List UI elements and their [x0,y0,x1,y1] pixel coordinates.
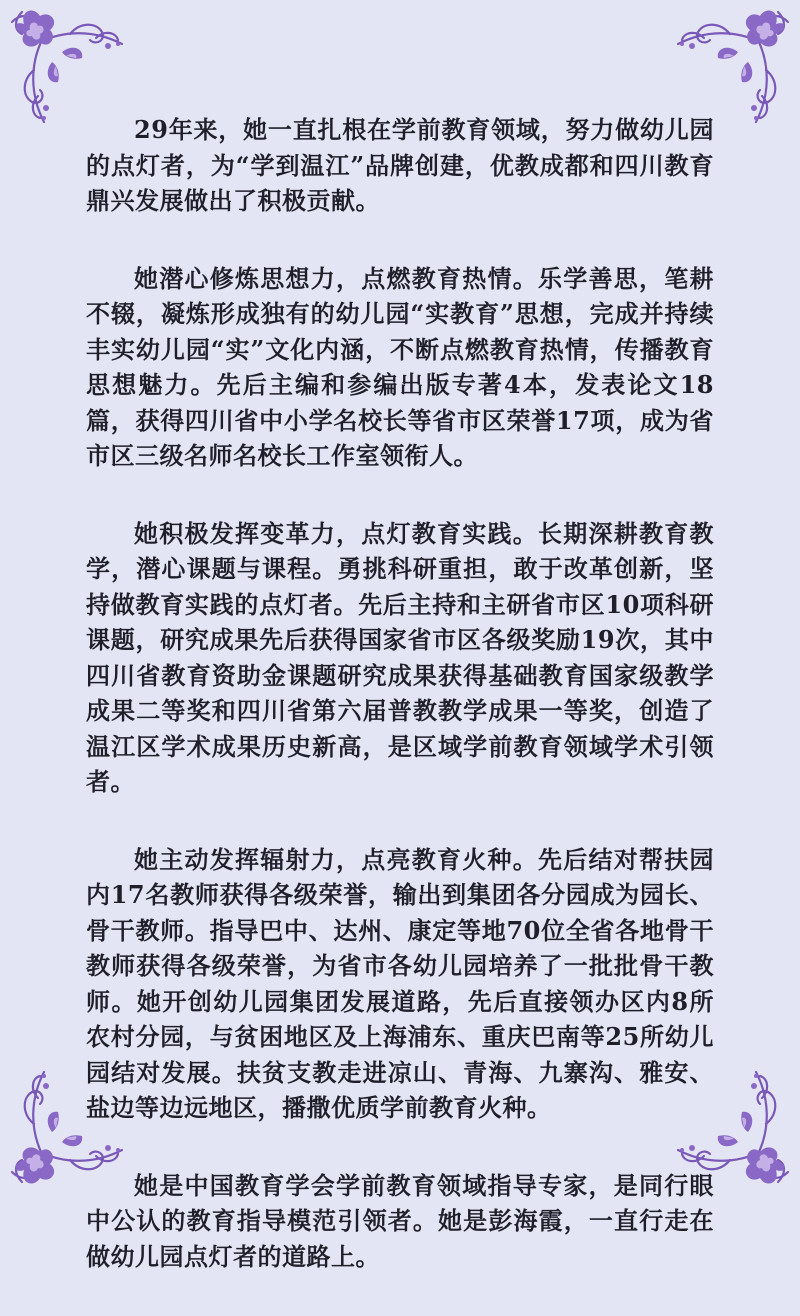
article-body [86,112,714,1316]
top-right-ornament [670,0,800,130]
paragraph-thought: 她潜心修炼思想力，点燃教育热情。乐学善思，笔耕不辍，凝炼形成独有的幼儿园“实教育”思想，完成并持续丰实幼儿园“实”文化内涵，不断点燃教育热情，传播教育思想魅力。先后主编和参编出版专著4本，发表论文18篇，获得四川省中小学名校长等省市区荣誉17项，成为省市区三级名师名校长工作室领衔人。 [86,263,714,470]
floral-corner-ornament-icon [670,0,800,130]
paragraph-closing: 她是中国教育学会学前教育领域指导专家，是同行眼中公认的教育指导模范引领者。她是彭海霞，一直行走在做幼儿园点灯者的道路上。 [86,1170,714,1271]
paragraph-intro: 29年来，她一直扎根在学前教育领域，努力做幼儿园的点灯者，为“学到温江”品牌创建，优教成都和四川教育鼎兴发展做出了积极贡献。 [86,115,714,215]
floral-corner-ornament-icon [0,0,130,130]
paragraph-reform: 她积极发挥变革力，点灯教育实践。长期深耕教育教学，潜心课题与课程。勇挑科研重担，敢于改革创新，坚持做教育实践的点灯者。先后主持和主研省市区10项科研课题，研究成果先后获得国家省市区各级奖励19次，其中四川省教育资助金课题研究成果获得基础教育国家级教学成果二等奖和四川省第六届普教教学成果一等奖，创造了温江区学术成果历史新高，是区域学前教育领域学术引领者。 [86,518,714,796]
paragraph-radiation: 她主动发挥辐射力，点亮教育火种。先后结对帮扶园内17名教师获得各级荣誉，输出到集团各分园成为园长、骨干教师。指导巴中、达州、康定等地70位全省各地骨干教师获得各级荣誉，为省市各幼儿园培养了一批批骨干教师。她开创幼儿园集团发展道路，先后直接领办区内8所农村分园，与贫困地区及上海浦东、重庆巴南等25所幼儿园结对发展。扶贫支教走进凉山、青海、九寨沟、雅安、盐边等边远地区，播撒优质学前教育火种。 [86,844,714,1122]
top-left-ornament [0,0,130,130]
